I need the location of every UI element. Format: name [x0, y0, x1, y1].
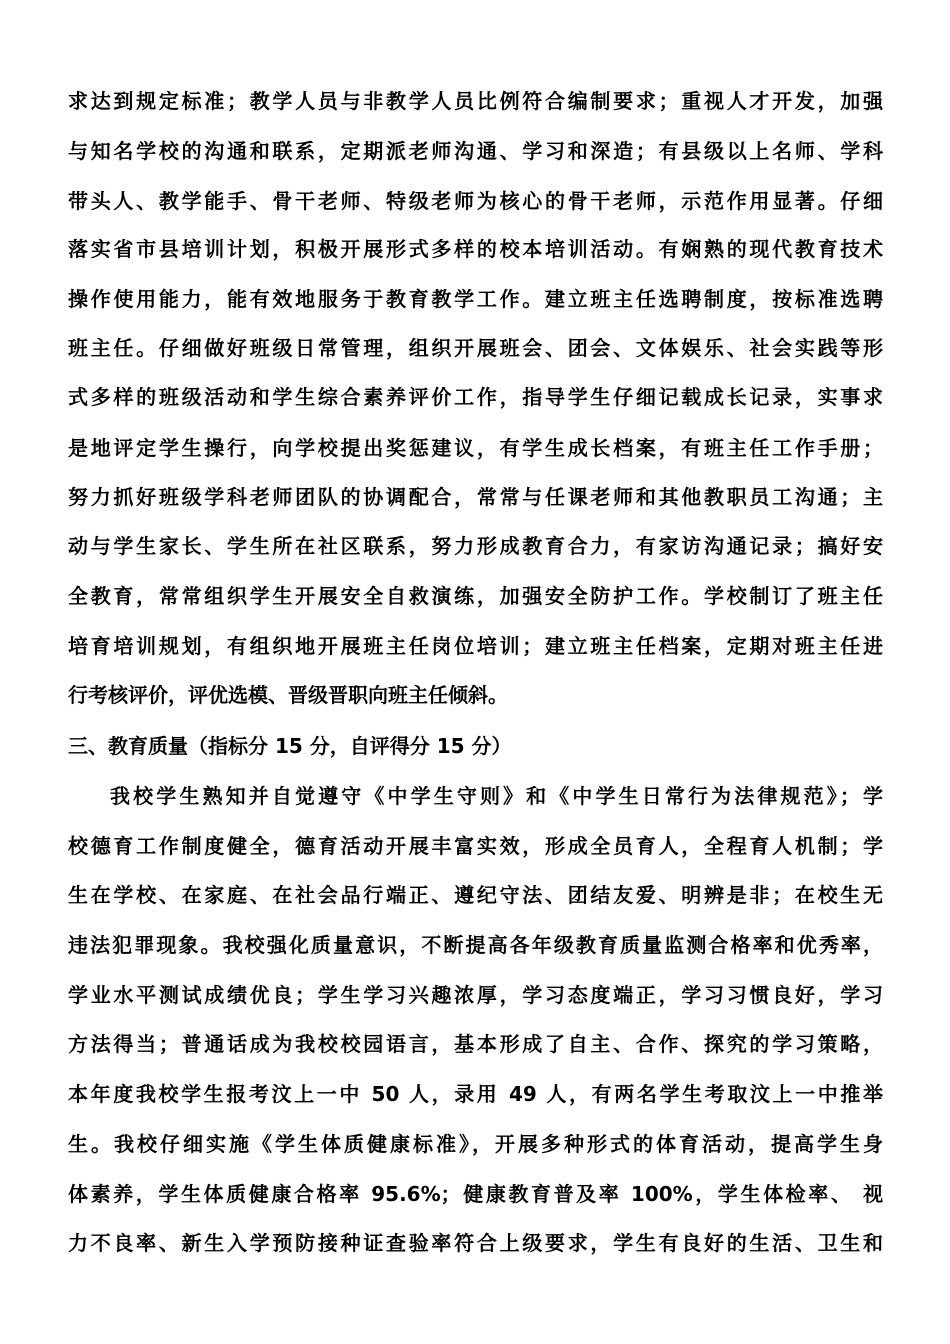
paragraph-line: 我校学生熟知并自觉遵守《中学生守则》和《中学生日常行为法律规范》；学	[110, 784, 883, 808]
paragraph-line: 努力抓好班级学科老师团队的协调配合，常常与任课老师和其他教职员工沟通；主	[68, 485, 883, 509]
paragraph-line: 方法得当；普通话成为我校校园语言，基本形成了自主、合作、探究的学习策略，	[68, 1032, 883, 1056]
paragraph-line: 班主任。仔细做好班级日常管理，组织开展班会、团会、文体娱乐、社会实践等形	[68, 336, 883, 360]
paragraph-line: 学业水平测试成绩优良；学生学习兴趣浓厚，学习态度端正，学习习惯良好，学习	[68, 983, 883, 1007]
paragraph-line: 体素养，学生体质健康合格率 95.6%；健康教育普及率 100%，学生体检率、 视	[68, 1182, 883, 1206]
paragraph-line: 生。我校仔细实施《学生体质健康标准》，开展多种形式的体育活动，提高学生身	[68, 1132, 883, 1156]
paragraph-line: 带头人、教学能手、骨干老师、特级老师为核心的骨干老师，示范作用显著。仔细	[68, 189, 883, 213]
paragraph-line: 与知名学校的沟通和联系，定期派老师沟通、学习和深造；有县级以上名师、学科	[68, 139, 883, 163]
section-heading: 三、教育质量（指标分 15 分，自评得分 15 分）	[68, 734, 512, 758]
paragraph-line: 求达到规定标准；教学人员与非教学人员比例符合编制要求；重视人才开发，加强	[68, 89, 883, 113]
paragraph-line: 落实省市县培训计划，积极开展形式多样的校本培训活动。有娴熟的现代教育技术	[68, 237, 883, 261]
paragraph-line: 力不良率、新生入学预防接种证查验率符合上级要求，学生有良好的生活、卫生和	[68, 1231, 883, 1255]
paragraph-line: 操作使用能力，能有效地服务于教育教学工作。建立班主任选聘制度，按标准选聘	[68, 287, 883, 311]
paragraph-line: 本年度我校学生报考汶上一中 50 人，录用 49 人，有两名学生考取汶上一中推举	[68, 1082, 883, 1106]
paragraph-line: 行考核评价，评优选模、晋级晋职向班主任倾斜。	[68, 683, 508, 707]
paragraph-line: 全教育，常常组织学生开展安全自救演练，加强安全防护工作。学校制订了班主任	[68, 584, 883, 608]
paragraph-line: 动与学生家长、学生所在社区联系，努力形成教育合力，有家访沟通记录；搞好安	[68, 534, 883, 558]
paragraph-line: 生在学校、在家庭、在社会品行端正、遵纪守法、团结友爱、明辨是非；在校生无	[68, 883, 883, 907]
paragraph-line: 培育培训规划，有组织地开展班主任岗位培训；建立班主任档案，定期对班主任进	[68, 634, 883, 658]
paragraph-line: 违法犯罪现象。我校强化质量意识，不断提高各年级教育质量监测合格率和优秀率，	[68, 933, 883, 957]
paragraph-line: 式多样的班级活动和学生综合素养评价工作，指导学生仔细记载成长记录，实事求	[68, 385, 883, 409]
paragraph-line: 是地评定学生操行，向学校提出奖惩建议，有学生成长档案，有班主任工作手册；	[68, 436, 883, 460]
paragraph-line: 校德育工作制度健全，德育活动开展丰富实效，形成全员育人，全程育人机制；学	[68, 834, 883, 858]
